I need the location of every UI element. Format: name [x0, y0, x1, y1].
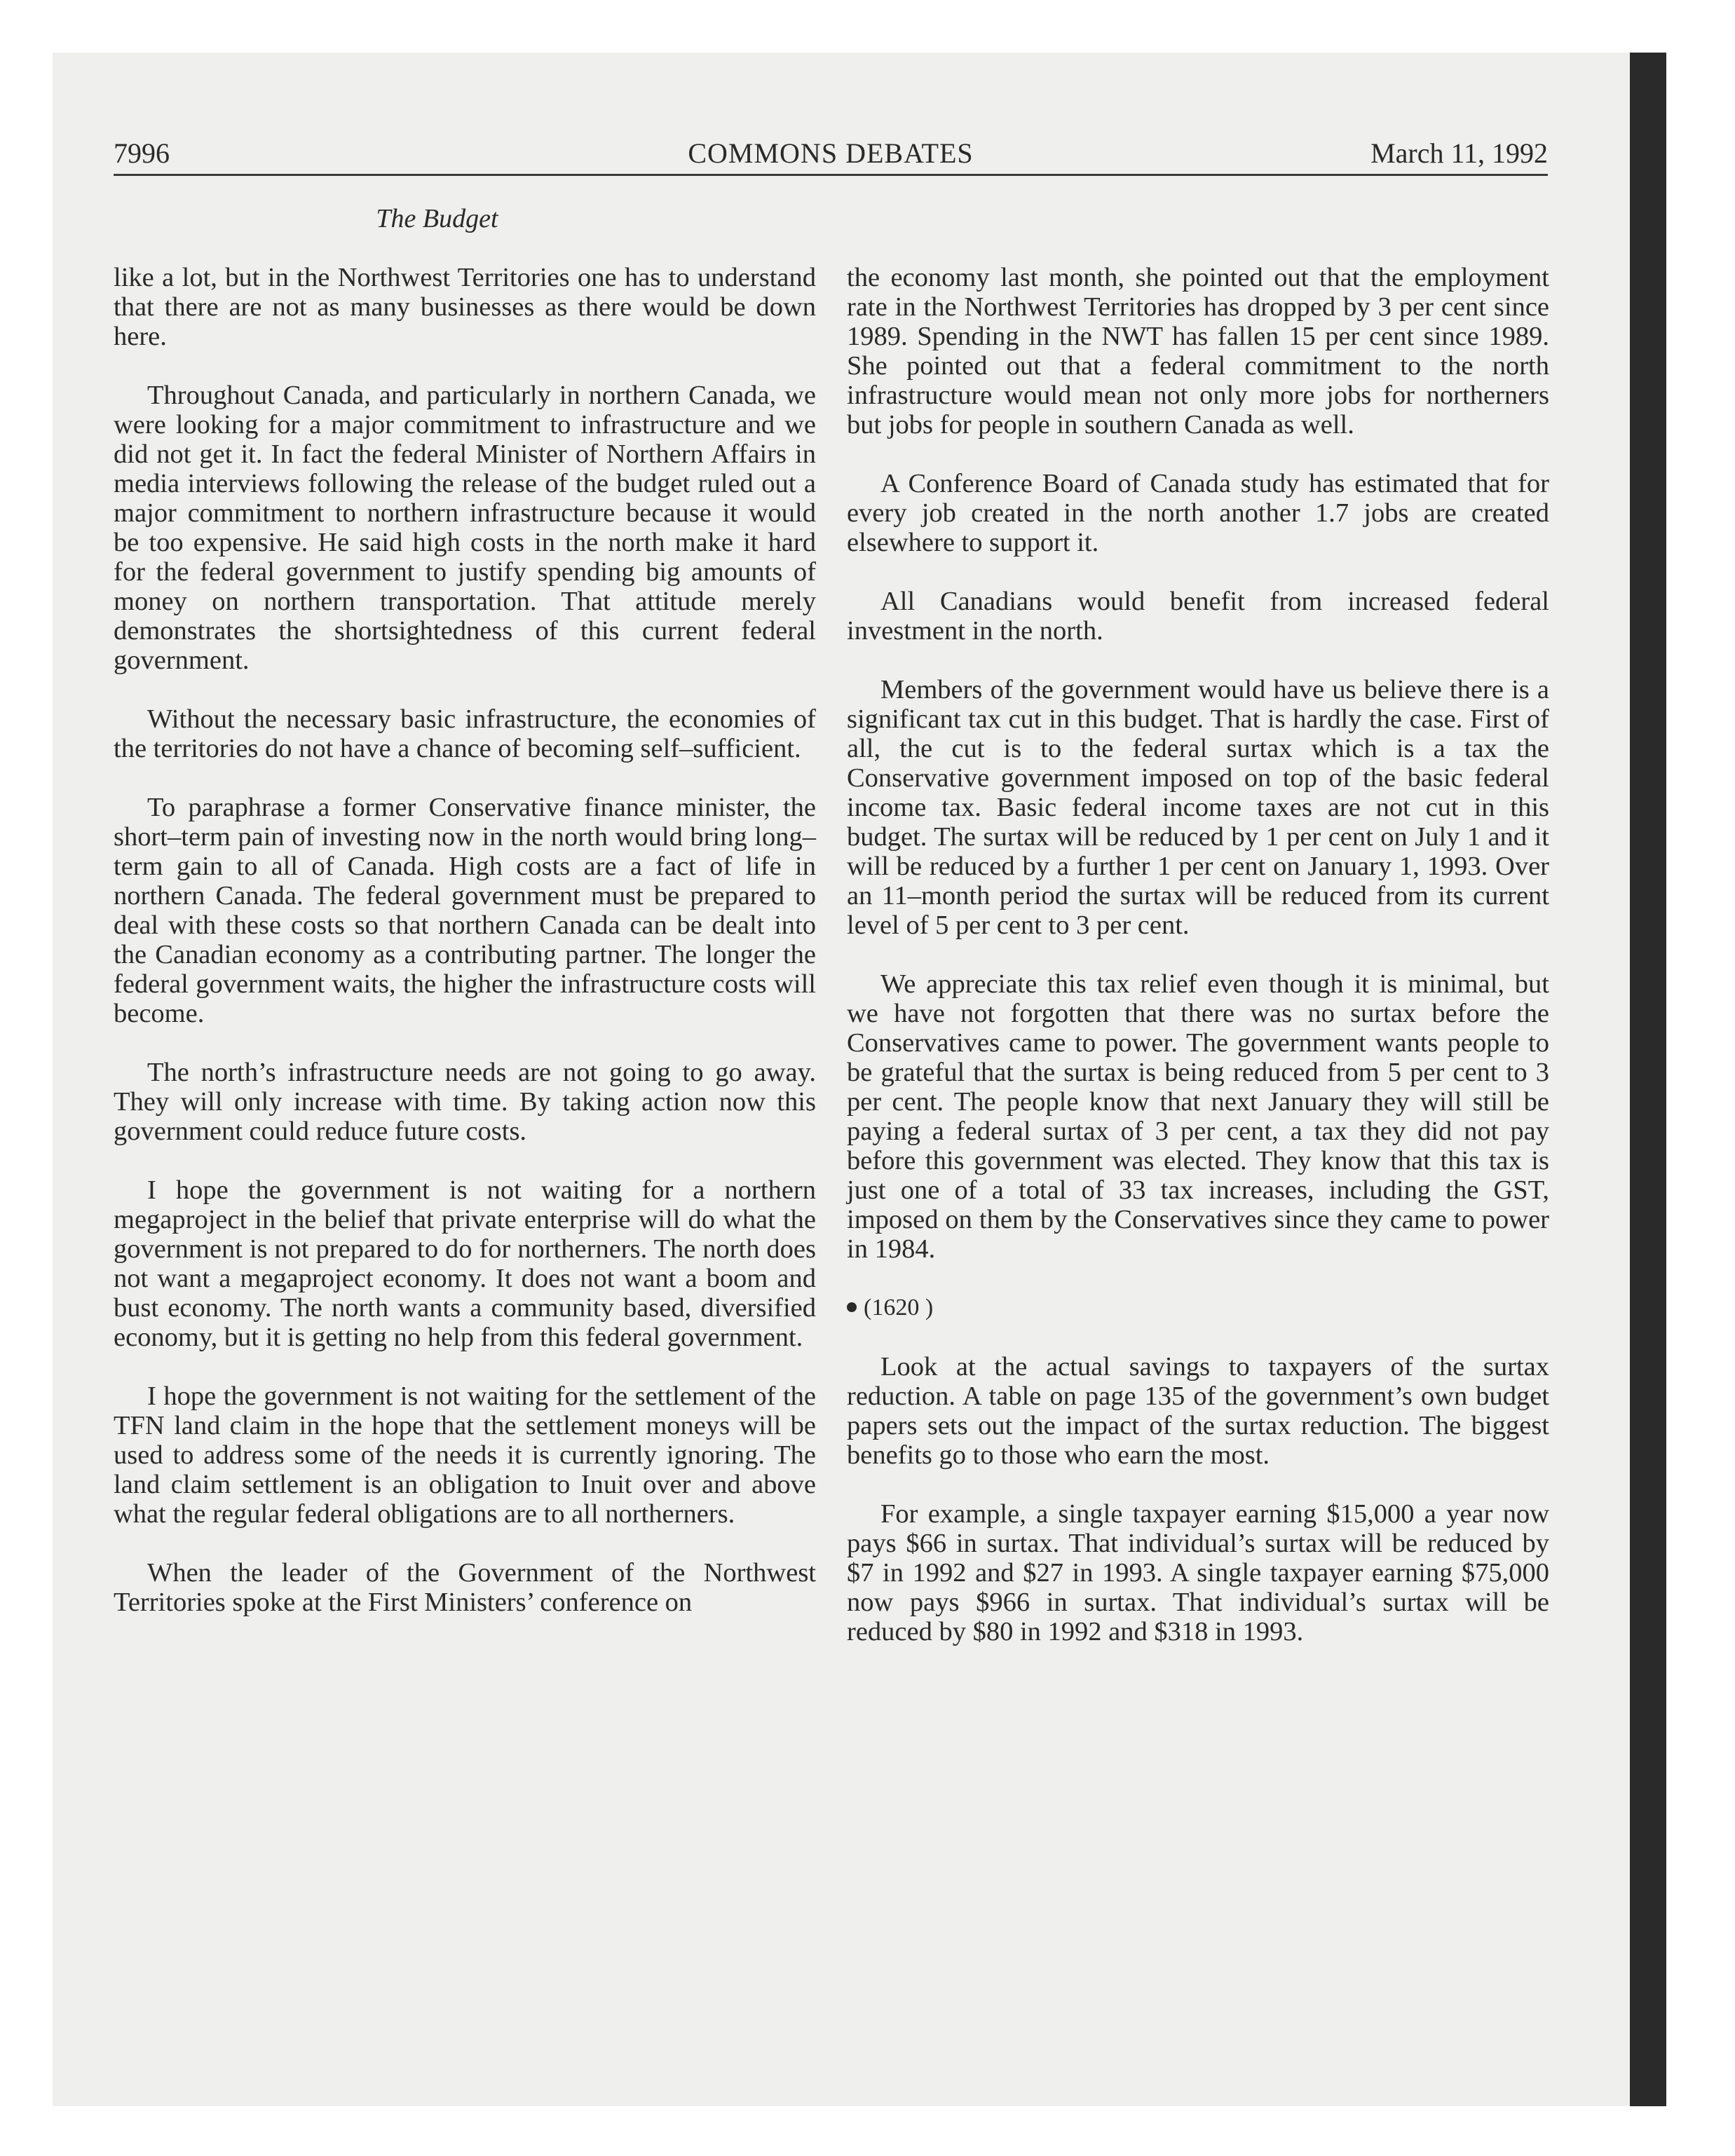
paragraph: To paraphrase a former Conservative finance minister, the short–term pain of investing now in the north would bring long–term gain to all of Canada. High costs are a fact of life in northern Canada. The federal government must be prepared to deal with these costs so that northern Canada can be dealt into the Canadian economy as a contributing partner. The longer the federal government waits, the higher the infrastructure costs will become.	[114, 793, 816, 1028]
paragraph: like a lot, but in the Northwest Territories one has to understand that there are not as many businesses as there would be down here.	[114, 263, 816, 351]
publication-title: COMMONS DEBATES	[688, 137, 974, 169]
paragraph: The north’s infrastructure needs are not going to go away. They will only increase with time. By taking action now this government could reduce future costs.	[114, 1058, 816, 1146]
paragraph: When the leader of the Government of the Northwest Territories spoke at the First Ministers’ conference on	[114, 1558, 816, 1617]
section-title: The Budget	[376, 204, 498, 233]
page-number: 7996	[114, 137, 170, 169]
publication-date: March 11, 1992	[1370, 137, 1548, 169]
bullet-icon	[847, 1302, 857, 1312]
left-column	[114, 263, 816, 1646]
scan-edge-bar	[1630, 53, 1666, 2106]
header-rule	[114, 174, 1548, 176]
paragraph: For example, a single taxpayer earning $15,000 a year now pays $66 in surtax. That individual’s surtax will be reduced by $7 in 1992 and $27 in 1993. A single taxpayer earning $75,000 now pays $966 in surtax. That individual’s surtax will be reduced by $80 in 1992 and $318 in 1993.	[847, 1499, 1549, 1646]
paragraph: Look at the actual savings to taxpayers of the surtax reduction. A table on page 135 of the government’s own budget papers sets out the impact of the surtax reduction. The biggest benefits go to those who earn the most.	[847, 1352, 1549, 1470]
time-marker	[847, 1293, 1549, 1323]
time-marker-text: (1620 )	[864, 1295, 934, 1321]
paragraph: the economy last month, she pointed out that the employment rate in the Northwest Territories has dropped by 3 per cent since 1989. Spending in the NWT has fallen 15 per cent since 1989. She pointed out that a federal commitment to the north infrastructure would mean not only more jobs for northerners but jobs for people in southern Canada as well.	[847, 263, 1549, 439]
paragraph: All Canadians would benefit from increased federal investment in the north.	[847, 587, 1549, 646]
paragraph: I hope the government is not waiting for a northern megaproject in the belief that private enterprise will do what the government is not prepared to do for northerners. The north does not want a megaproject economy. It does not want a boom and bust economy. The north wants a community based, diversified economy, but it is getting no help from this federal government.	[114, 1175, 816, 1352]
paragraph: I hope the government is not waiting for the settlement of the TFN land claim in the hope that the settlement moneys will be used to address some of the needs it is currently ignoring. The land claim settlement is an obligation to Inuit over and above what the regular federal obligations are to all northerners.	[114, 1381, 816, 1529]
right-column	[847, 263, 1549, 1676]
page-header	[114, 137, 1548, 173]
paragraph: Without the necessary basic infrastructure, the economies of the territories do not have a chance of becoming self–sufficient.	[114, 704, 816, 763]
paragraph: We appreciate this tax relief even though it is minimal, but we have not forgotten that there was no surtax before the Conservatives came to power. The government wants people to be grateful that the surtax is being reduced from 5 per cent to 3 per cent. The people know that next January they will still be paying a federal surtax of 3 per cent, a tax they did not pay before this government was elected. They know that this tax is just one of a total of 33 tax increases, including the GST, imposed on them by the Conservatives since they came to power in 1984.	[847, 969, 1549, 1264]
paragraph: Members of the government would have us believe there is a significant tax cut in this budget. That is hardly the case. First of all, the cut is to the federal surtax which is a tax the Conservative government imposed on top of the basic federal income tax. Basic federal income taxes are not cut in this budget. The surtax will be reduced by 1 per cent on July 1 and it will be reduced by a further 1 per cent on January 1, 1993. Over an 11–month period the surtax will be reduced from its current level of 5 per cent to 3 per cent.	[847, 675, 1549, 940]
paragraph: A Conference Board of Canada study has estimated that for every job created in the north another 1.7 jobs are created elsewhere to support it.	[847, 469, 1549, 557]
paragraph: Throughout Canada, and particularly in northern Canada, we were looking for a major commitment to infrastructure and we did not get it. In fact the federal Minister of Northern Affairs in media interviews following the release of the budget ruled out a major commitment to northern infrastructure because it would be too expensive. He said high costs in the north make it hard for the federal government to justify spending big amounts of money on northern transportation. That attitude merely demonstrates the shortsightedness of this current federal government.	[114, 381, 816, 675]
